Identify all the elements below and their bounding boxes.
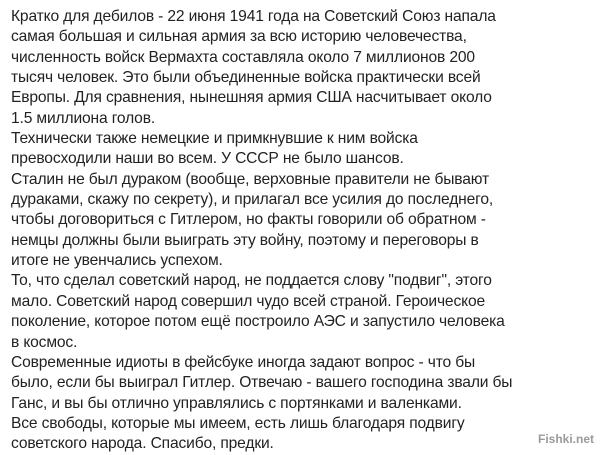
text-line: Европы. Для сравнения, нынешняя армия США насчитывает около — [11, 89, 492, 107]
text-line: То, что сделал советский народ, не поддается слову "подвиг", этого — [11, 272, 492, 290]
watermark: Fishki.net — [537, 432, 594, 446]
text-line: самая большая и сильная армия за всю историю человечества, — [11, 28, 467, 46]
text-line: поколение, которое потом ещё построило АЭС и запустило человека — [11, 313, 505, 331]
text-line: мало. Советский народ совершил чудо всей страной. Героическое — [11, 292, 485, 310]
text-line: 1.5 миллиона голов. — [11, 109, 156, 127]
text-line: численность войск Вермахта составляла около 7 миллионов 200 — [11, 48, 475, 66]
text-line: советского народа. Спасибо, предки. — [11, 435, 274, 453]
text-line: Все свободы, которые мы имеем, есть лишь благодаря подвигу — [11, 414, 465, 432]
post-text — [11, 7, 595, 455]
text-line: было, если бы выиграл Гитлер. Отвечаю - вашего господина звали бы — [11, 374, 513, 392]
text-line: немцы должны были выиграть эту войну, поэтому и переговоры в — [11, 231, 479, 249]
text-line: чтобы договориться с Гитлером, но факты говорили об обратном - — [11, 211, 486, 229]
text-line: превосходили наши во всем. У СССР не было шансов. — [11, 150, 404, 168]
text-line: итоге не увенчались успехом. — [11, 252, 223, 270]
text-line: Технически также немецкие и примкнувшие к ним войска — [11, 130, 418, 148]
text-line: Сталин не был дураком (вообще, верховные правители не бывают — [11, 170, 489, 188]
text-line: Современные идиоты в фейсбуке иногда задают вопрос - что бы — [11, 353, 476, 371]
text-line: дураками, скажу по секрету), и прилагал все усилия до последнего, — [11, 191, 494, 209]
text-line: Ганс, и вы бы отлично управлялись с портянками и валенками. — [11, 394, 462, 412]
text-line: в космос. — [11, 333, 78, 351]
text-line: тысяч человек. Это были объединенные войска практически всей — [11, 69, 481, 87]
text-line: Кратко для дебилов - 22 июня 1941 года на Советский Союз напала — [11, 8, 496, 25]
